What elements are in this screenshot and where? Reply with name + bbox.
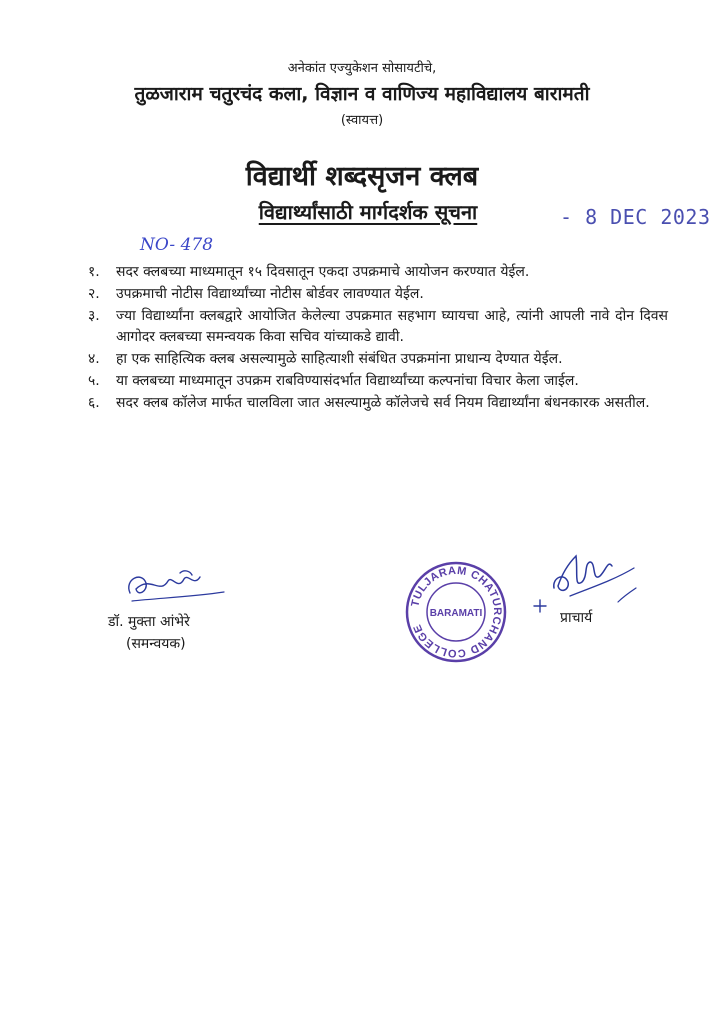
coordinator-signature — [120, 565, 230, 611]
seal-outer-text: TULJARAM CHATURCHAND COLLEGE — [409, 564, 504, 660]
seal-inner-text: BARAMATI — [429, 608, 483, 619]
autonomous-label: (स्वायत्त) — [340, 113, 384, 128]
item-text: सदर क्लबच्या माध्यमातून १५ दिवसातून एकदा उपक्रमाचे आयोजन करण्यात येईल. — [116, 264, 530, 280]
item-number: ४. — [88, 351, 100, 367]
item-text: या क्लबच्या माध्यमातून उपक्रम राबविण्यासंदर्भात विद्यार्थ्यांच्या कल्पनांचा विचार केला जाईल. — [116, 373, 579, 389]
society-name: अनेकांत एज्युकेशन सोसायटीचे, — [287, 61, 437, 76]
list-item — [88, 306, 668, 348]
instructions-list — [88, 262, 668, 415]
item-number: ६. — [88, 395, 100, 411]
item-text: हा एक साहित्यिक क्लब असल्यामुळे साहित्याशी संबंधित उपक्रमांना प्राधान्य देण्यात येईल. — [116, 351, 563, 367]
college-name: तुळजाराम चतुरचंद कला, विज्ञान व वाणिज्य महाविद्यालय बारामती — [134, 83, 590, 105]
principal-role: प्राचार्य — [560, 610, 593, 626]
coordinator-role: (समन्वयक) — [126, 636, 186, 652]
list-item — [88, 262, 668, 283]
list-item — [88, 371, 668, 392]
guidelines-subtitle: विद्यार्थ्यांसाठी मार्गदर्शक सूचना — [258, 200, 478, 224]
item-text: सदर क्लब कॉलेज मार्फत चालविला जात असल्यामुळे कॉलेजचे सर्व नियम विद्यार्थ्यांना बंधनकारक असतील. — [116, 395, 650, 411]
list-item — [88, 393, 668, 414]
reference-number: NO- 478 — [140, 235, 214, 255]
item-number: ५. — [88, 373, 100, 389]
item-text: ज्या विद्यार्थ्यांना क्लबद्वारे आयोजित केलेल्या उपक्रमात सहभाग घ्यायचा आहे, त्यांनी आपली नावे दोन दिवस आगोदर क्लबच्या समन्वयक किवा सचिव यांच्याकडे द्यावी. — [116, 308, 668, 345]
list-item — [88, 349, 668, 370]
list-item — [88, 284, 668, 305]
item-number: ३. — [88, 308, 100, 324]
item-number: १. — [88, 264, 100, 280]
club-title: विद्यार्थी शब्दसृजन क्लब — [245, 161, 479, 192]
college-seal — [404, 560, 508, 664]
coordinator-name: डॉ. मुक्ता आंभेरे — [108, 614, 190, 630]
item-number: २. — [88, 286, 100, 302]
item-text: उपक्रमाची नोटीस विद्यार्थ्यांच्या नोटीस बोर्डवर लावण्यात येईल. — [116, 286, 424, 302]
date-stamp: - 8 DEC 2023 — [560, 205, 711, 229]
